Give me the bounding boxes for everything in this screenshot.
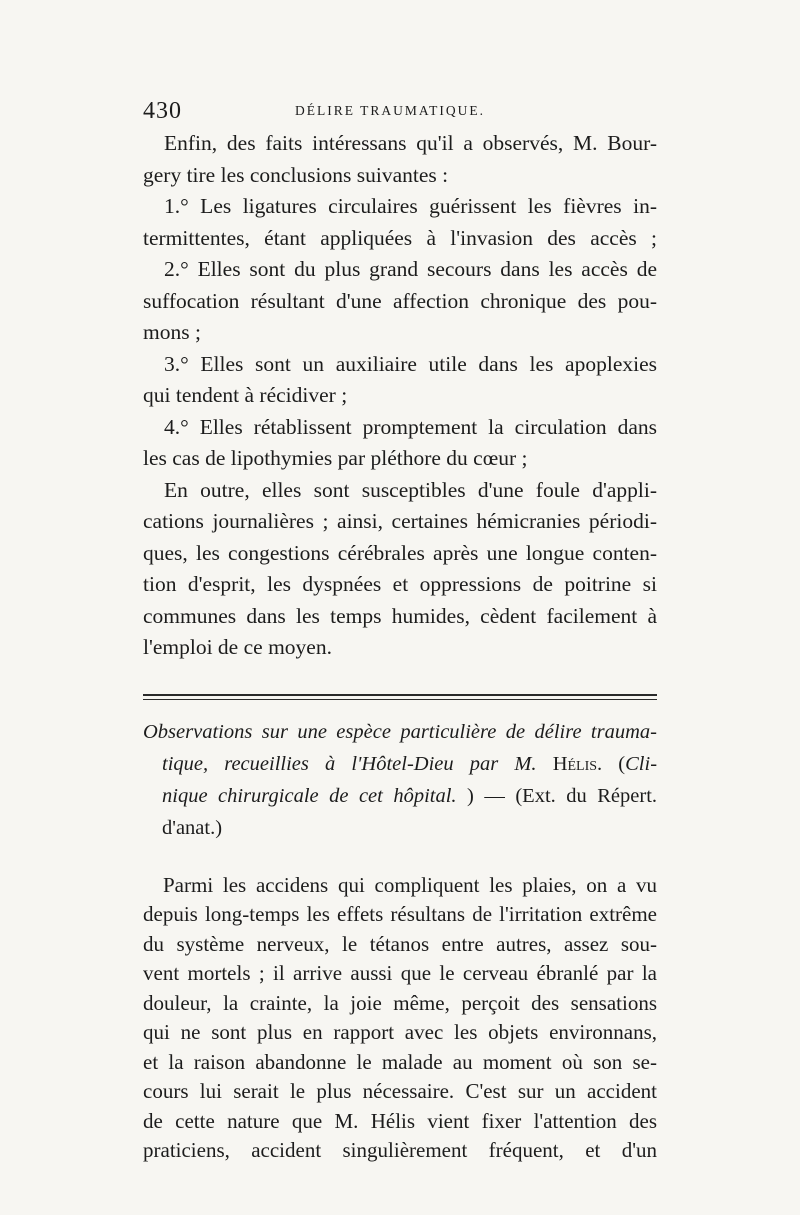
title-line: Observations sur une espèce particulière de délire trauma- [143, 720, 657, 743]
text-line: qui ne sont plus en rapport avec les objets environnans, [143, 1020, 657, 1044]
text-line: cations journalières ; ainsi, certaines hémicranies périodi- [143, 509, 657, 533]
text-line: du système nerveux, le tétanos entre autres, assez sou- [143, 931, 657, 956]
text-line: communes dans les temps humides, cèdent facilement à [143, 603, 657, 628]
text-line: mons ; [143, 320, 201, 344]
title-text: Cli- [625, 752, 658, 775]
book-page [143, 98, 657, 1166]
text-line: et la raison abandonne le malade au moment où son se- [143, 1049, 657, 1074]
paragraph-conclusions [143, 128, 657, 664]
text-line: depuis long-temps les effets résultans de l'irritation extrême [143, 902, 657, 926]
text-line: 2.° Elles sont du plus grand secours dans les accès de [164, 257, 657, 281]
text-line: douleur, la crainte, la joie même, perçoit des sensations [143, 990, 657, 1015]
text-line: 1.° Les ligatures circulaires guérissent les fièvres in- [164, 194, 657, 218]
divider-rule-thin [143, 699, 657, 700]
divider-rule-thick [143, 694, 657, 696]
running-head [143, 98, 657, 128]
title-line [143, 780, 657, 812]
running-title: DÉLIRE TRAUMATIQUE. [295, 103, 485, 118]
text-line: de cette nature que M. Hélis vient fixer l'attention des [143, 1108, 657, 1133]
text-line: Enfin, des faits intéressans qu'il a observés, M. Bour- [164, 131, 657, 155]
text-line: vent mortels ; il arrive aussi que le cerveau ébranlé par la [143, 961, 657, 985]
title-line: d'anat.) [162, 816, 223, 839]
text-line: 4.° Elles rétablissent promptement la circulation dans [164, 414, 657, 439]
text-line: les cas de lipothymies par pléthore du cœur ; [143, 446, 528, 470]
text-line: praticiens, accident singulièrement fréquent, et d'un [143, 1138, 657, 1162]
text-line: 3.° Elles sont un auxiliaire utile dans les apoplexies [164, 351, 657, 376]
section-divider [143, 694, 657, 700]
text-line: gery tire les conclusions suivantes : [143, 162, 449, 187]
text-line: Parmi les accidens qui compliquent les plaies, on a vu [163, 872, 657, 897]
source-reference: ) — (Ext. du Répert. [467, 784, 658, 807]
paragraph-accidents [143, 871, 657, 1166]
title-punctuation: . ( [597, 752, 626, 775]
page-number: 430 [143, 98, 182, 124]
text-line: ques, les congestions cérébrales après une longue conten- [143, 540, 657, 565]
title-text: nique chirurgicale de cet hôpital. [162, 784, 457, 807]
text-line: suffocation résultant d'une affection chronique des pou- [143, 288, 657, 313]
text-line: tion d'esprit, les dyspnées et oppressions de poitrine si [143, 572, 657, 596]
text-line: l'emploi de ce moyen. [143, 635, 332, 659]
title-line [143, 748, 657, 780]
text-line: termittentes, étant appliquées à l'invasion des accès ; [143, 225, 657, 250]
text-line: cours lui serait le plus nécessaire. C'est sur un accident [143, 1079, 657, 1103]
text-line: En outre, elles sont susceptibles d'une foule d'appli- [164, 477, 657, 502]
author-name: Hélis [552, 752, 598, 775]
article-title [143, 716, 657, 844]
text-line: qui tendent à récidiver ; [143, 383, 348, 407]
title-text: tique, recueillies à l'Hôtel-Dieu par M. [162, 752, 537, 775]
